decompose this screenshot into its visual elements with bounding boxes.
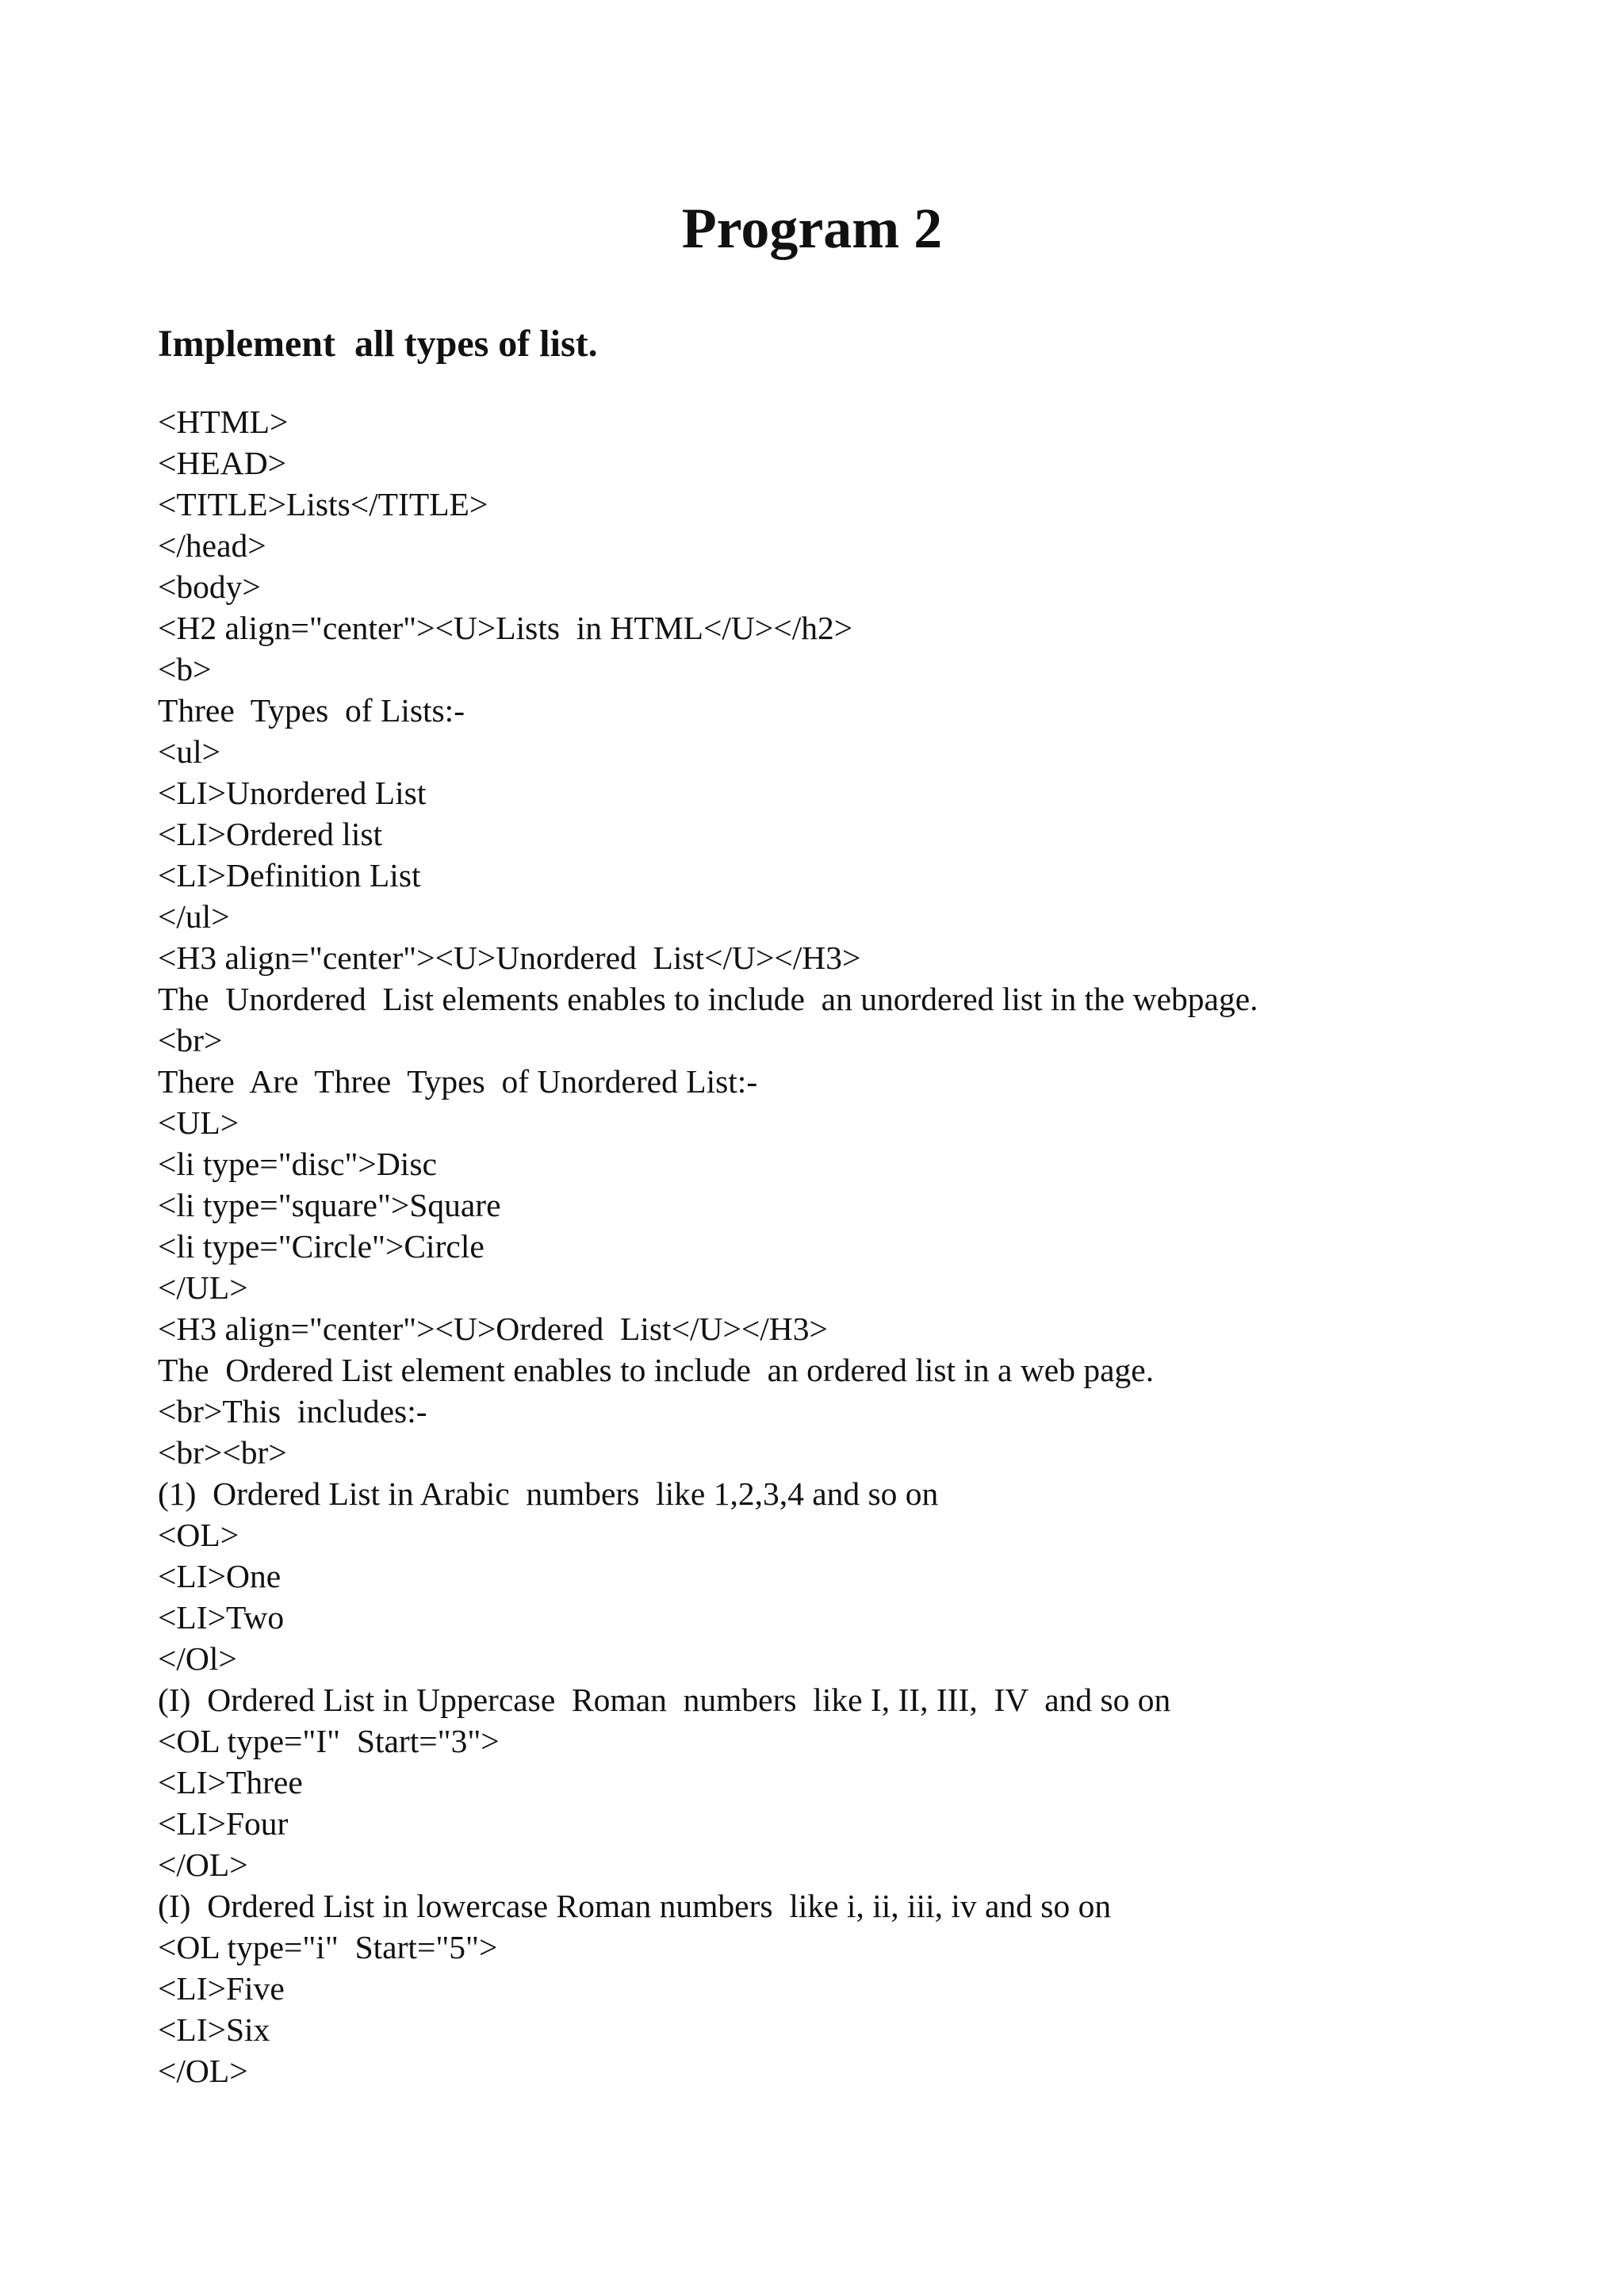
code-line: Three Types of Lists:- [158,692,465,729]
code-line: <br> [158,1022,223,1058]
code-line: <LI>Five [158,1970,285,2007]
code-line: <LI>Six [158,2011,270,2048]
code-line: (1) Ordered List in Arabic numbers like 1,2,3,4 and so on [158,1475,939,1512]
code-line: <TITLE>Lists</TITLE> [158,486,488,522]
code-line: <LI>Three [158,1764,303,1800]
code-line: <H3 align="center"><U>Ordered List</U></H3> [158,1311,828,1347]
code-line: <ul> [158,733,221,770]
code-line: <H2 align="center"><U>Lists in HTML</U></h2> [158,610,853,646]
code-line: (I) Ordered List in lowercase Roman numbers like i, ii, iii, iv and so on [158,1888,1112,1924]
code-line: </head> [158,527,266,564]
code-line: (I) Ordered List in Uppercase Roman numbers like I, II, III, IV and so on [158,1682,1171,1718]
code-line: </OL> [158,2053,248,2089]
code-line: </ul> [158,898,230,935]
code-line: <LI>Four [158,1805,289,1842]
code-line: </OL> [158,1846,248,1883]
code-line: <LI>Unordered List [158,775,427,811]
code-line: <LI>One [158,1558,282,1594]
code-line: </Ol> [158,1640,237,1677]
code-line: <H3 align="center"><U>Unordered List</U></H3> [158,939,861,976]
code-line: <li type="disc">Disc [158,1146,437,1182]
code-line: <LI>Definition List [158,857,421,894]
code-line: The Unordered List elements enables to include an unordered list in the webpage. [158,981,1258,1017]
code-line: <LI>Ordered list [158,816,383,852]
code-line: <LI>Two [158,1599,285,1636]
code-line: <li type="square">Square [158,1187,501,1223]
code-line: <UL> [158,1104,239,1141]
code-line: <body> [158,568,261,605]
code-line: The Ordered List element enables to include an ordered list in a web page. [158,1352,1155,1388]
page-subtitle: Implement all types of list. [158,323,598,365]
code-line: <li type="Circle">Circle [158,1228,485,1265]
code-line: There Are Three Types of Unordered List:- [158,1063,758,1100]
code-listing [158,401,1258,2091]
code-line: <br><br> [158,1434,287,1471]
code-line: <HEAD> [158,445,287,481]
code-line: <OL> [158,1517,239,1553]
code-line: <br>This includes:- [158,1393,427,1429]
code-line: </UL> [158,1269,248,1306]
code-line: <b> [158,651,212,687]
code-line: <OL type="I" Start="3"> [158,1723,500,1759]
code-line: <HTML> [158,404,289,440]
page-title: Program 2 [681,197,943,260]
code-line: <OL type="i" Start="5"> [158,1929,498,1965]
